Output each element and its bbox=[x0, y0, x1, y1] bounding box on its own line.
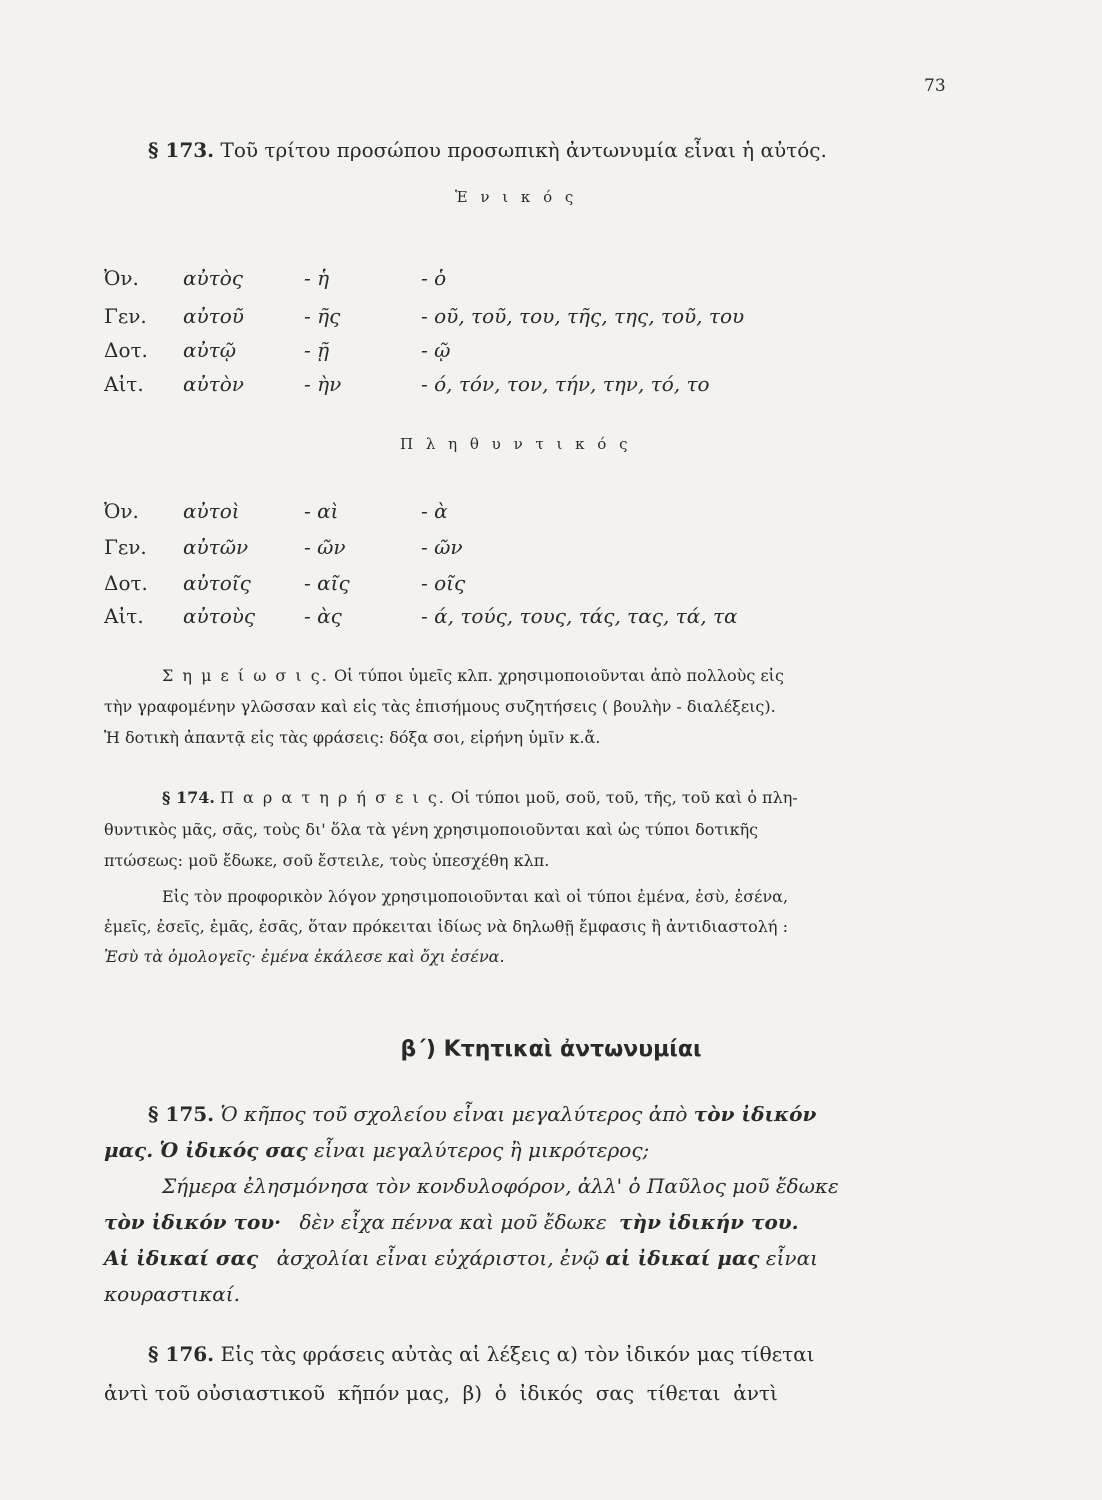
pl-gen-fem: - ῶν bbox=[304, 535, 346, 559]
pl-dat-fem: - αῖς bbox=[304, 571, 350, 595]
pl-acc-case: Αἰτ. bbox=[104, 604, 144, 628]
section-175-text-5b: ἀσχολίαι εἶναι εὐχάριστοι, ἐνῷ bbox=[276, 1246, 600, 1270]
section-173-text: Τοῦ τρίτου προσώπου προσωπικὴ ἀντωνυμία εἶναι ἡ αὐτός. bbox=[220, 138, 827, 162]
sg-acc-neu: - ό, τόν, τον, τήν, την, τό, το bbox=[421, 372, 710, 396]
sg-dat-neu: - ῷ bbox=[421, 338, 451, 362]
note-line-1 bbox=[162, 661, 784, 690]
pl-acc-masc: αὐτοὺς bbox=[183, 604, 256, 628]
sg-acc-fem: - ὴν bbox=[304, 372, 342, 396]
note-line-3: Ἡ δοτικὴ ἀπαντᾷ εἰς τὰς φράσεις: δόξα σοι, εἰρήνη ὑμῖν κ.ἄ. bbox=[104, 728, 601, 747]
section-173-line bbox=[148, 133, 827, 167]
section-176-text-1: Εἰς τὰς φράσεις αὐτὰς αἱ λέξεις α) τὸν ἰδικόν μας τίθεται bbox=[220, 1342, 815, 1366]
section-175-line-4 bbox=[104, 1205, 799, 1239]
note-label: Σ η μ ε ί ω σ ι ς. bbox=[162, 666, 329, 685]
section-175-text-4a: τὸν ἰδικόν του· bbox=[104, 1210, 282, 1234]
sg-dat-case: Δοτ. bbox=[104, 338, 148, 362]
section-175-line-6: κουραστικαί. bbox=[104, 1282, 240, 1306]
sg-acc-case: Αἰτ. bbox=[104, 372, 144, 396]
section-174-line-6: Ἐσὺ τὰ ὁμολογεῖς· ἐμένα ἐκάλεσε καὶ ὄχι ἐσένα. bbox=[104, 947, 505, 966]
sg-gen-fem: - ῆς bbox=[304, 304, 341, 328]
sg-gen-neu: - οῦ, τοῦ, του, τῆς, της, τοῦ, του bbox=[421, 304, 745, 328]
pl-acc-fem: - ὰς bbox=[304, 604, 342, 628]
pl-dat-neu: - οῖς bbox=[421, 571, 466, 595]
section-176-line-1 bbox=[148, 1337, 814, 1371]
pl-gen-case: Γεν. bbox=[104, 535, 147, 559]
sg-nom-fem: - ἡ bbox=[304, 266, 330, 290]
section-175-text-4b: δὲν εἶχα πέννα καὶ μοῦ ἔδωκε bbox=[299, 1210, 607, 1234]
section-175-line-2 bbox=[104, 1133, 649, 1167]
pl-nom-masc: αὐτοὶ bbox=[183, 499, 240, 523]
pl-gen-neu: - ῶν bbox=[421, 535, 463, 559]
page-number: 73 bbox=[924, 76, 946, 96]
section-174-text-1: Οἱ τύποι μοῦ, σοῦ, τοῦ, τῆς, τοῦ καὶ ὁ πλη- bbox=[450, 788, 798, 807]
plural-title: Π λ η θ υ ν τ ι κ ό ς bbox=[400, 435, 632, 453]
sg-nom-neu: - ὁ bbox=[421, 266, 447, 290]
section-175-text-2a: μας. bbox=[104, 1138, 154, 1162]
pl-nom-neu: - ὰ bbox=[421, 499, 448, 523]
section-175-text-2c: εἶναι μεγαλύτερος ἢ μικρότερος; bbox=[314, 1138, 650, 1162]
pl-dat-masc: αὐτοῖς bbox=[183, 571, 251, 595]
section-176-number: § 176. bbox=[148, 1342, 215, 1366]
section-175-text-5d: εἶναι bbox=[765, 1246, 818, 1270]
sg-gen-masc: αὐτοῦ bbox=[183, 304, 244, 328]
section-175-text-4c: τὴν ἰδικήν του. bbox=[619, 1210, 799, 1234]
section-173-number: § 173. bbox=[148, 138, 215, 162]
section-174-label: Π α ρ α τ η ρ ή σ ε ι ς. bbox=[220, 788, 446, 807]
section-175-text-5c: αἱ ἰδικαί μας bbox=[605, 1246, 760, 1270]
section-176-line-2: ἀντὶ τοῦ οὐσιαστικοῦ κῆπόν μας, β) ὁ ἰδικός σας τίθεται ἀντὶ bbox=[104, 1381, 778, 1405]
section-174-number: § 174. bbox=[162, 788, 215, 807]
pl-nom-fem: - αὶ bbox=[304, 499, 339, 523]
section-175-text-1a: Ὁ κῆπος τοῦ σχολείου εἶναι μεγαλύτερος ἀπὸ bbox=[220, 1102, 688, 1126]
sg-dat-fem: - ῇ bbox=[304, 338, 330, 362]
sg-gen-case: Γεν. bbox=[104, 304, 147, 328]
singular-title: Ἑ ν ι κ ό ς bbox=[455, 188, 578, 206]
section-heading-possessive: β΄) Κτητικαὶ ἀντωνυμίαι bbox=[400, 1037, 702, 1062]
section-174-line-4: Εἰς τὸν προφορικὸν λόγον χρησιμοποιοῦνται καὶ οἱ τύποι ἐμένα, ἐσὺ, ἐσένα, bbox=[162, 887, 789, 906]
sg-acc-masc: αὐτὸν bbox=[183, 372, 244, 396]
note-line-2: τὴν γραφομένην γλῶσσαν καὶ εἰς τὰς ἐπισήμους συζητήσεις ( βουλὴν - διαλέξεις). bbox=[104, 697, 776, 716]
sg-dat-masc: αὐτῷ bbox=[183, 338, 237, 362]
pl-nom-case: Ὀν. bbox=[104, 499, 139, 523]
sg-nom-case: Ὀν. bbox=[104, 266, 139, 290]
note-text-1: Οἱ τύποι ὑμεῖς κλπ. χρησιμοποιοῦνται ἀπὸ πολλοὺς εἰς bbox=[333, 666, 784, 685]
section-174-line-1 bbox=[162, 783, 798, 812]
pl-acc-neu: - ά, τούς, τους, τάς, τας, τά, τα bbox=[421, 604, 738, 628]
pl-gen-masc: αὐτῶν bbox=[183, 535, 249, 559]
section-175-line-3: Σήμερα ἐλησμόνησα τὸν κονδυλοφόρον, ἀλλ' ὁ Παῦλος μοῦ ἔδωκε bbox=[162, 1174, 839, 1198]
section-174-line-3: πτώσεως: μοῦ ἔδωκε, σοῦ ἔστειλε, τοὺς ὑπεσχέθη κλπ. bbox=[104, 851, 550, 870]
section-175-line-5 bbox=[104, 1241, 818, 1275]
section-175-text-1b: τὸν ἰδικόν bbox=[693, 1102, 817, 1126]
section-175-line-1 bbox=[148, 1097, 816, 1131]
section-175-text-2b: Ὁ ἰδικός σας bbox=[159, 1138, 308, 1162]
pl-dat-case: Δοτ. bbox=[104, 571, 148, 595]
section-174-line-5: ἐμεῖς, ἐσεῖς, ἐμᾶς, ἐσᾶς, ὅταν πρόκειται ἰδίως νὰ δηλωθῇ ἔμφασις ἢ ἀντιδιαστολή : bbox=[104, 917, 788, 936]
section-175-text-5a: Αἱ ἰδικαί σας bbox=[104, 1246, 259, 1270]
section-174-line-2: θυντικὸς μᾶς, σᾶς, τοὺς δι' ὅλα τὰ γένη χρησιμοποιοῦνται καὶ ὡς τύποι δοτικῆς bbox=[104, 820, 759, 839]
section-175-number: § 175. bbox=[148, 1102, 215, 1126]
sg-nom-masc: αὐτὸς bbox=[183, 266, 243, 290]
